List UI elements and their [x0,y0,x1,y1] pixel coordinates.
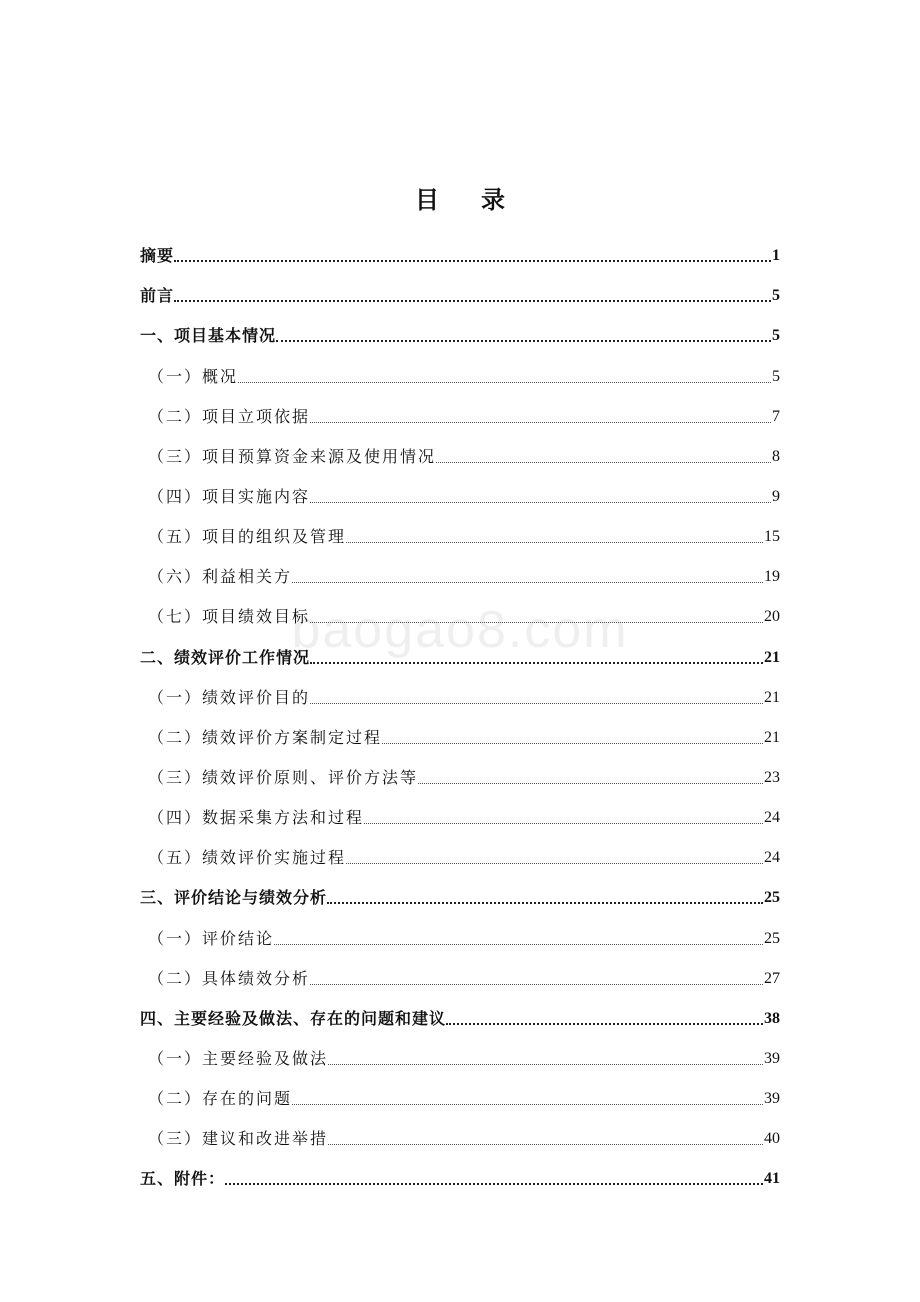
toc-subsection-entry[interactable] [140,752,780,792]
toc-entry-label: （四）数据采集方法和过程 [148,808,365,828]
toc-page-number: 41 [764,1170,780,1188]
toc-dot-leader [276,340,771,342]
toc-dot-leader [364,823,763,824]
toc-section-entry[interactable] [140,230,780,270]
toc-dot-leader [436,462,771,463]
toc-subsection-entry[interactable] [140,591,780,631]
toc-entry-label: （一）评价结论 [148,928,275,948]
toc-section-entry[interactable] [140,310,780,350]
toc-section-entry[interactable] [140,993,780,1033]
toc-dot-leader [174,260,771,262]
toc-page-number: 1 [772,247,780,265]
watermark: baogao8.com [291,601,629,659]
toc-page-number: 5 [772,287,780,305]
toc-subsection-entry[interactable] [140,431,780,471]
toc-page-number: 25 [764,889,780,907]
toc-entry-label: （五）绩效评价实施过程 [148,848,347,868]
toc-dot-leader [346,863,763,864]
toc-entry-label: 二、绩效评价工作情况 [140,647,311,667]
toc-entry-label: 三、评价结论与绩效分析 [140,888,328,908]
toc-title: 目录 [415,185,547,214]
toc-dot-leader [174,300,771,302]
toc-dot-leader [225,1183,763,1185]
toc-page-number: 20 [764,608,780,626]
toc-entry-label: （五）项目的组织及管理 [148,527,347,547]
toc-dot-leader [310,703,763,704]
toc-subsection-entry[interactable] [140,672,780,712]
toc-entry-label: （三）绩效评价原则、评价方法等 [148,767,419,787]
toc-dot-leader [310,622,763,623]
toc-subsection-entry[interactable] [140,792,780,832]
toc-dot-leader [274,944,763,945]
toc-section-entry[interactable] [140,872,780,912]
toc-dot-leader [238,382,771,383]
toc-entry-label: （二）项目立项依据 [148,406,311,426]
toc-dot-leader [310,422,771,423]
toc-section-entry[interactable] [140,1153,780,1193]
toc-subsection-entry[interactable] [140,1113,780,1153]
toc-page-number: 9 [772,487,780,505]
toc-page-number: 24 [764,809,780,827]
toc-dot-leader [328,1064,763,1065]
toc-subsection-entry[interactable] [140,471,780,511]
toc-subsection-entry[interactable] [140,391,780,431]
toc-page-number: 19 [764,568,780,586]
toc-dot-leader [346,542,763,543]
toc-entry-label: 前言 [140,286,175,306]
toc-entry-label: （二）具体绩效分析 [148,968,311,988]
toc-page-number: 21 [764,648,780,666]
table-of-contents [140,230,780,1193]
toc-entry-label: （三）项目预算资金来源及使用情况 [148,446,437,466]
toc-page-number: 5 [772,367,780,385]
toc-entry-label: （三）建议和改进举措 [148,1129,329,1149]
toc-dot-leader [327,902,763,904]
toc-entry-label: 五、附件： [140,1169,226,1189]
toc-dot-leader [292,582,763,583]
toc-subsection-entry[interactable] [140,1033,780,1073]
toc-entry-label: （一）主要经验及做法 [148,1048,329,1068]
toc-entry-label: （六）利益相关方 [148,567,293,587]
toc-page-number: 24 [764,849,780,867]
toc-page-number: 7 [772,407,780,425]
toc-page-number: 39 [764,1090,780,1108]
toc-entry-label: （一）概况 [148,366,239,386]
toc-dot-leader [418,783,763,784]
toc-section-entry[interactable] [140,270,780,310]
toc-entry-label: （七）项目绩效目标 [148,607,311,627]
toc-entry-label: 一、项目基本情况 [140,326,277,346]
toc-subsection-entry[interactable] [140,912,780,952]
toc-entry-label: 四、主要经验及做法、存在的问题和建议 [140,1008,447,1028]
toc-subsection-entry[interactable] [140,832,780,872]
toc-subsection-entry[interactable] [140,551,780,591]
toc-dot-leader [310,662,763,664]
toc-page-number: 40 [764,1130,780,1148]
toc-page-number: 15 [764,528,780,546]
toc-page-number: 21 [764,688,780,706]
toc-page-number: 39 [764,1049,780,1067]
toc-entry-label: （四）项目实施内容 [148,486,311,506]
toc-subsection-entry[interactable] [140,511,780,551]
toc-dot-leader [310,984,763,985]
toc-subsection-entry[interactable] [140,350,780,390]
toc-dot-leader [292,1104,763,1105]
toc-section-entry[interactable] [140,631,780,671]
toc-subsection-entry[interactable] [140,953,780,993]
toc-dot-leader [310,502,771,503]
toc-page-number: 5 [772,327,780,345]
toc-dot-leader [328,1144,763,1145]
toc-page-number: 25 [764,929,780,947]
toc-page-number: 23 [764,768,780,786]
toc-dot-leader [382,743,763,744]
toc-entry-label: （二）绩效评价方案制定过程 [148,727,383,747]
toc-entry-label: （一）绩效评价目的 [148,687,311,707]
toc-page-number: 8 [772,447,780,465]
toc-entry-label: （二）存在的问题 [148,1089,293,1109]
toc-page-number: 21 [764,728,780,746]
toc-page-number: 38 [764,1009,780,1027]
toc-dot-leader [446,1023,763,1025]
toc-entry-label: 摘要 [140,246,175,266]
toc-page-number: 27 [764,969,780,987]
toc-subsection-entry[interactable] [140,1073,780,1113]
toc-subsection-entry[interactable] [140,712,780,752]
